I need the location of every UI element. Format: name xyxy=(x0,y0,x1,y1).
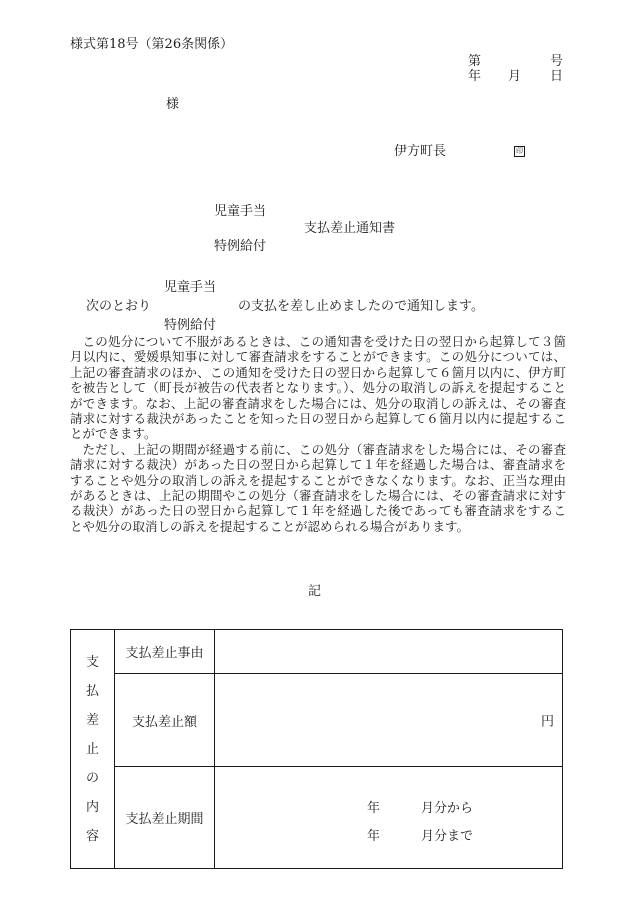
title-option-1: 児童手当 xyxy=(214,204,267,219)
page-title: 支払差止通知書 xyxy=(304,221,396,236)
side-char: 差 xyxy=(85,712,99,728)
title-option-2: 特例給付 xyxy=(214,239,267,254)
notice-option-1: 児童手当 xyxy=(164,280,217,295)
number-suffix: 号 xyxy=(550,54,564,69)
side-char: 支 xyxy=(85,654,99,670)
reason-value xyxy=(215,630,563,674)
ki-mark: 記 xyxy=(308,584,322,599)
table-row-reason xyxy=(71,630,563,674)
seal-mark xyxy=(514,145,525,158)
to-month: 月分まで xyxy=(421,829,474,844)
date-day: 日 xyxy=(550,69,564,84)
side-char: の xyxy=(85,770,99,786)
yen-unit: 円 xyxy=(540,714,554,730)
appeal-instructions xyxy=(70,334,566,534)
period-value xyxy=(215,767,563,869)
to-year: 年 xyxy=(367,829,381,844)
details-table xyxy=(70,629,563,869)
form-number: 様式第18号（第26条関係） xyxy=(70,37,234,52)
side-char: 止 xyxy=(85,741,99,757)
amount-value xyxy=(215,674,563,767)
date-year: 年 xyxy=(468,69,482,84)
notice-middle: の支払を差し止めましたので通知します。 xyxy=(238,299,484,314)
notice-option-2: 特例給付 xyxy=(164,318,217,333)
sender-name: 伊方町長 xyxy=(394,144,447,159)
date-month: 月 xyxy=(508,69,522,84)
side-label xyxy=(71,630,115,869)
seal-icon: 印 xyxy=(516,147,523,155)
addressee-honorific: 様 xyxy=(166,97,180,112)
amount-label: 支払差止額 xyxy=(115,674,215,767)
from-year: 年 xyxy=(367,801,381,816)
side-char: 内 xyxy=(85,799,99,815)
notice-prefix: 次のとおり xyxy=(86,299,152,314)
number-prefix: 第 xyxy=(468,54,482,69)
table-row-period xyxy=(71,767,563,869)
side-char: 容 xyxy=(85,828,99,844)
table-row-amount xyxy=(71,674,563,767)
from-month: 月分から xyxy=(421,801,474,816)
appeal-paragraph-2: ただし、上記の期間が経過する前に、この処分（審査請求をした場合には、その審査請求に対する裁決）があった日の翌日から起算して１年を経過した場合は、審査請求をすることや処分の取消しの訴えを提起することができなくなります。なお、正当な理由があるときは、上記の期間やこの処分（審査請求をした場合には、その審査請求に対する裁決）があった日の翌日から起算して１年を経過した後であっても審査請求をすることや処分の取消しの訴えを提起することが認められる場合があります。 xyxy=(70,441,566,534)
side-char: 払 xyxy=(85,683,99,699)
period-label: 支払差止期間 xyxy=(115,767,215,869)
reason-label: 支払差止事由 xyxy=(115,630,215,674)
appeal-paragraph-1: この処分について不服があるときは、この通知書を受けた日の翌日から起算して３箇月以内に、愛媛県知事に対して審査請求をすることができます。この処分については、上記の審査請求のほか、この通知を受けた日の翌日から起算して６箇月以内に、伊方町を被告として（町長が被告の代表者となります。）、処分の取消しの訴えを提起することができます。なお、上記の審査請求をした場合には、処分の取消しの訴えは、その審査請求に対する裁決があったことを知った日の翌日から起算して６箇月以内に提起することができます。 xyxy=(70,334,566,442)
